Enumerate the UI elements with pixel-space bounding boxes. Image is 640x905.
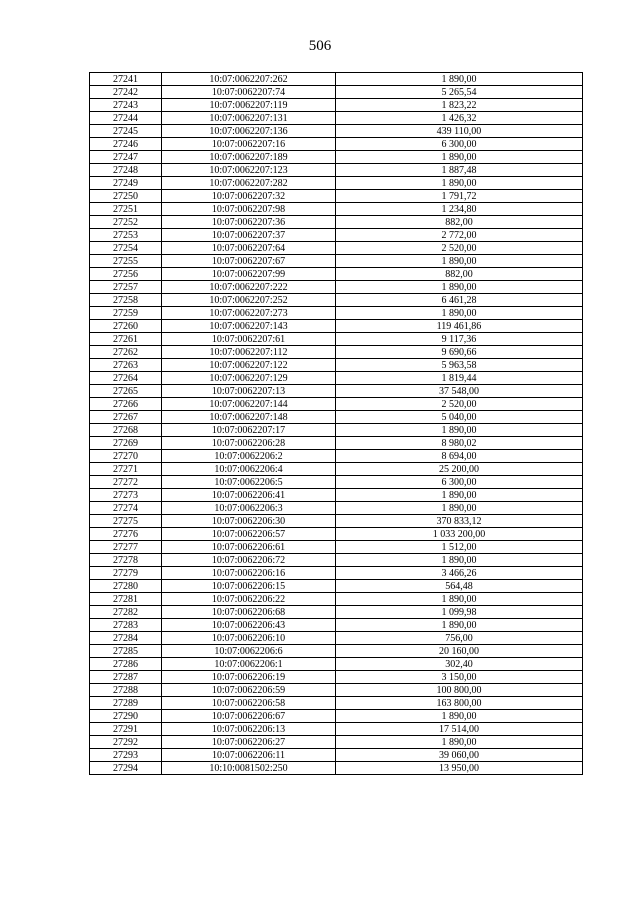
row-index-cell: 27254 [90,242,162,255]
table-row [90,294,583,307]
cadastral-number-cell: 10:07:0062206:13 [162,723,336,736]
cadastral-number-cell: 10:07:0062207:32 [162,190,336,203]
value-cell: 1 033 200,00 [336,528,583,541]
cadastral-number-cell: 10:07:0062206:6 [162,645,336,658]
table-row [90,138,583,151]
value-cell: 2 772,00 [336,229,583,242]
value-cell: 1 890,00 [336,281,583,294]
row-index-cell: 27259 [90,307,162,320]
value-cell: 1 234,80 [336,203,583,216]
table-row [90,385,583,398]
table-row [90,99,583,112]
row-index-cell: 27273 [90,489,162,502]
value-cell: 9 690,66 [336,346,583,359]
value-cell: 1 099,98 [336,606,583,619]
value-cell: 37 548,00 [336,385,583,398]
table-row [90,580,583,593]
value-cell: 5 265,54 [336,86,583,99]
cadastral-number-cell: 10:07:0062206:19 [162,671,336,684]
table-row [90,567,583,580]
table-row [90,554,583,567]
page-number: 506 [308,38,332,54]
cadastral-number-cell: 10:07:0062207:99 [162,268,336,281]
row-index-cell: 27241 [90,73,162,86]
value-cell: 1 890,00 [336,619,583,632]
value-cell: 1 890,00 [336,593,583,606]
table-row [90,502,583,515]
row-index-cell: 27283 [90,619,162,632]
cadastral-number-cell: 10:07:0062206:61 [162,541,336,554]
cadastral-number-cell: 10:07:0062207:64 [162,242,336,255]
cadastral-number-cell: 10:07:0062206:15 [162,580,336,593]
table-row [90,463,583,476]
cadastral-number-cell: 10:07:0062207:123 [162,164,336,177]
value-cell: 13 950,00 [336,762,583,775]
cadastral-number-cell: 10:07:0062207:143 [162,320,336,333]
table-row [90,86,583,99]
cadastral-value-table [89,72,583,775]
cadastral-number-cell: 10:07:0062206:72 [162,554,336,567]
cadastral-number-cell: 10:07:0062207:222 [162,281,336,294]
cadastral-number-cell: 10:07:0062207:61 [162,333,336,346]
table-row [90,229,583,242]
row-index-cell: 27288 [90,684,162,697]
table-row [90,333,583,346]
row-index-cell: 27252 [90,216,162,229]
row-index-cell: 27285 [90,645,162,658]
table-row [90,268,583,281]
cadastral-number-cell: 10:07:0062206:27 [162,736,336,749]
value-cell: 5 040,00 [336,411,583,424]
value-cell: 1 890,00 [336,151,583,164]
table-row [90,697,583,710]
table-row [90,424,583,437]
table-row [90,528,583,541]
row-index-cell: 27292 [90,736,162,749]
value-cell: 100 800,00 [336,684,583,697]
table-row [90,255,583,268]
row-index-cell: 27260 [90,320,162,333]
value-cell: 6 300,00 [336,476,583,489]
cadastral-number-cell: 10:07:0062207:13 [162,385,336,398]
value-cell: 8 980,02 [336,437,583,450]
table-row [90,281,583,294]
table-row [90,372,583,385]
value-cell: 1 890,00 [336,73,583,86]
row-index-cell: 27281 [90,593,162,606]
value-cell: 1 426,32 [336,112,583,125]
value-cell: 302,40 [336,658,583,671]
cadastral-number-cell: 10:07:0062207:136 [162,125,336,138]
value-cell: 756,00 [336,632,583,645]
value-cell: 3 150,00 [336,671,583,684]
table-row [90,710,583,723]
table-row [90,177,583,190]
table-row [90,112,583,125]
row-index-cell: 27291 [90,723,162,736]
table-row [90,762,583,775]
cadastral-number-cell: 10:07:0062207:148 [162,411,336,424]
value-cell: 1 890,00 [336,502,583,515]
value-cell: 20 160,00 [336,645,583,658]
cadastral-number-cell: 10:07:0062207:282 [162,177,336,190]
row-index-cell: 27287 [90,671,162,684]
row-index-cell: 27289 [90,697,162,710]
row-index-cell: 27243 [90,99,162,112]
cadastral-number-cell: 10:07:0062206:5 [162,476,336,489]
row-index-cell: 27280 [90,580,162,593]
table-row [90,658,583,671]
cadastral-number-cell: 10:07:0062207:112 [162,346,336,359]
cadastral-number-cell: 10:07:0062206:67 [162,710,336,723]
cadastral-number-cell: 10:07:0062206:1 [162,658,336,671]
value-cell: 1 887,48 [336,164,583,177]
table-row [90,346,583,359]
value-cell: 439 110,00 [336,125,583,138]
cadastral-number-cell: 10:07:0062206:3 [162,502,336,515]
table-row [90,541,583,554]
cadastral-number-cell: 10:07:0062207:119 [162,99,336,112]
cadastral-number-cell: 10:07:0062206:58 [162,697,336,710]
table-row [90,164,583,177]
value-cell: 1 890,00 [336,710,583,723]
row-index-cell: 27294 [90,762,162,775]
cadastral-number-cell: 10:07:0062206:43 [162,619,336,632]
table-row [90,437,583,450]
row-index-cell: 27269 [90,437,162,450]
cadastral-number-cell: 10:07:0062206:16 [162,567,336,580]
value-cell: 1 791,72 [336,190,583,203]
row-index-cell: 27246 [90,138,162,151]
row-index-cell: 27256 [90,268,162,281]
value-cell: 3 466,26 [336,567,583,580]
table-row [90,450,583,463]
row-index-cell: 27247 [90,151,162,164]
table-row [90,515,583,528]
value-cell: 39 060,00 [336,749,583,762]
value-cell: 882,00 [336,216,583,229]
cadastral-number-cell: 10:07:0062207:131 [162,112,336,125]
row-index-cell: 27278 [90,554,162,567]
table-row [90,320,583,333]
row-index-cell: 27261 [90,333,162,346]
table-row [90,151,583,164]
value-cell: 163 800,00 [336,697,583,710]
row-index-cell: 27290 [90,710,162,723]
cadastral-number-cell: 10:07:0062207:37 [162,229,336,242]
row-index-cell: 27279 [90,567,162,580]
value-cell: 2 520,00 [336,242,583,255]
row-index-cell: 27266 [90,398,162,411]
value-cell: 5 963,58 [336,359,583,372]
value-cell: 8 694,00 [336,450,583,463]
cadastral-number-cell: 10:07:0062206:30 [162,515,336,528]
table-row [90,359,583,372]
table-row [90,307,583,320]
cadastral-number-cell: 10:07:0062207:144 [162,398,336,411]
cadastral-number-cell: 10:07:0062207:36 [162,216,336,229]
value-cell: 1 890,00 [336,554,583,567]
table-row [90,736,583,749]
table-row [90,671,583,684]
row-index-cell: 27244 [90,112,162,125]
table-row [90,489,583,502]
row-index-cell: 27251 [90,203,162,216]
row-index-cell: 27253 [90,229,162,242]
row-index-cell: 27264 [90,372,162,385]
cadastral-number-cell: 10:07:0062207:122 [162,359,336,372]
cadastral-number-cell: 10:07:0062207:67 [162,255,336,268]
value-cell: 1 890,00 [336,255,583,268]
table-row [90,476,583,489]
value-cell: 1 890,00 [336,424,583,437]
row-index-cell: 27276 [90,528,162,541]
row-index-cell: 27277 [90,541,162,554]
row-index-cell: 27248 [90,164,162,177]
table-row [90,619,583,632]
cadastral-number-cell: 10:07:0062207:252 [162,294,336,307]
table-row [90,606,583,619]
cadastral-number-cell: 10:07:0062207:129 [162,372,336,385]
value-cell: 1 890,00 [336,736,583,749]
value-cell: 17 514,00 [336,723,583,736]
table-row [90,632,583,645]
cadastral-number-cell: 10:07:0062206:41 [162,489,336,502]
row-index-cell: 27271 [90,463,162,476]
row-index-cell: 27274 [90,502,162,515]
cadastral-number-cell: 10:07:0062206:4 [162,463,336,476]
table-row [90,684,583,697]
cadastral-number-cell: 10:07:0062207:273 [162,307,336,320]
cadastral-number-cell: 10:07:0062207:17 [162,424,336,437]
value-cell: 25 200,00 [336,463,583,476]
row-index-cell: 27249 [90,177,162,190]
row-index-cell: 27275 [90,515,162,528]
table-row [90,645,583,658]
value-cell: 1 819,44 [336,372,583,385]
value-cell: 1 823,22 [336,99,583,112]
table-row [90,125,583,138]
cadastral-number-cell: 10:07:0062206:11 [162,749,336,762]
table-row [90,411,583,424]
row-index-cell: 27263 [90,359,162,372]
cadastral-number-cell: 10:07:0062206:10 [162,632,336,645]
row-index-cell: 27255 [90,255,162,268]
cadastral-number-cell: 10:07:0062206:2 [162,450,336,463]
value-cell: 9 117,36 [336,333,583,346]
table-body [90,73,583,775]
table-row [90,749,583,762]
row-index-cell: 27250 [90,190,162,203]
value-cell: 119 461,86 [336,320,583,333]
table-row [90,190,583,203]
value-cell: 370 833,12 [336,515,583,528]
table-row [90,216,583,229]
cadastral-number-cell: 10:07:0062206:68 [162,606,336,619]
value-cell: 2 520,00 [336,398,583,411]
row-index-cell: 27267 [90,411,162,424]
row-index-cell: 27257 [90,281,162,294]
value-cell: 564,48 [336,580,583,593]
cadastral-number-cell: 10:07:0062206:22 [162,593,336,606]
row-index-cell: 27282 [90,606,162,619]
table-row [90,203,583,216]
cadastral-number-cell: 10:07:0062207:16 [162,138,336,151]
table-row [90,398,583,411]
table-row [90,723,583,736]
value-cell: 1 512,00 [336,541,583,554]
cadastral-number-cell: 10:10:0081502:250 [162,762,336,775]
table-row [90,73,583,86]
row-index-cell: 27242 [90,86,162,99]
table-row [90,242,583,255]
cadastral-number-cell: 10:07:0062206:57 [162,528,336,541]
value-cell: 1 890,00 [336,307,583,320]
row-index-cell: 27265 [90,385,162,398]
value-cell: 882,00 [336,268,583,281]
cadastral-number-cell: 10:07:0062207:98 [162,203,336,216]
row-index-cell: 27270 [90,450,162,463]
value-cell: 1 890,00 [336,489,583,502]
cadastral-number-cell: 10:07:0062207:74 [162,86,336,99]
value-cell: 6 461,28 [336,294,583,307]
cadastral-number-cell: 10:07:0062206:28 [162,437,336,450]
row-index-cell: 27272 [90,476,162,489]
value-cell: 1 890,00 [336,177,583,190]
cadastral-number-cell: 10:07:0062207:189 [162,151,336,164]
row-index-cell: 27258 [90,294,162,307]
table-row [90,593,583,606]
row-index-cell: 27293 [90,749,162,762]
value-cell: 6 300,00 [336,138,583,151]
row-index-cell: 27268 [90,424,162,437]
row-index-cell: 27245 [90,125,162,138]
cadastral-number-cell: 10:07:0062206:59 [162,684,336,697]
cadastral-number-cell: 10:07:0062207:262 [162,73,336,86]
row-index-cell: 27284 [90,632,162,645]
row-index-cell: 27286 [90,658,162,671]
row-index-cell: 27262 [90,346,162,359]
